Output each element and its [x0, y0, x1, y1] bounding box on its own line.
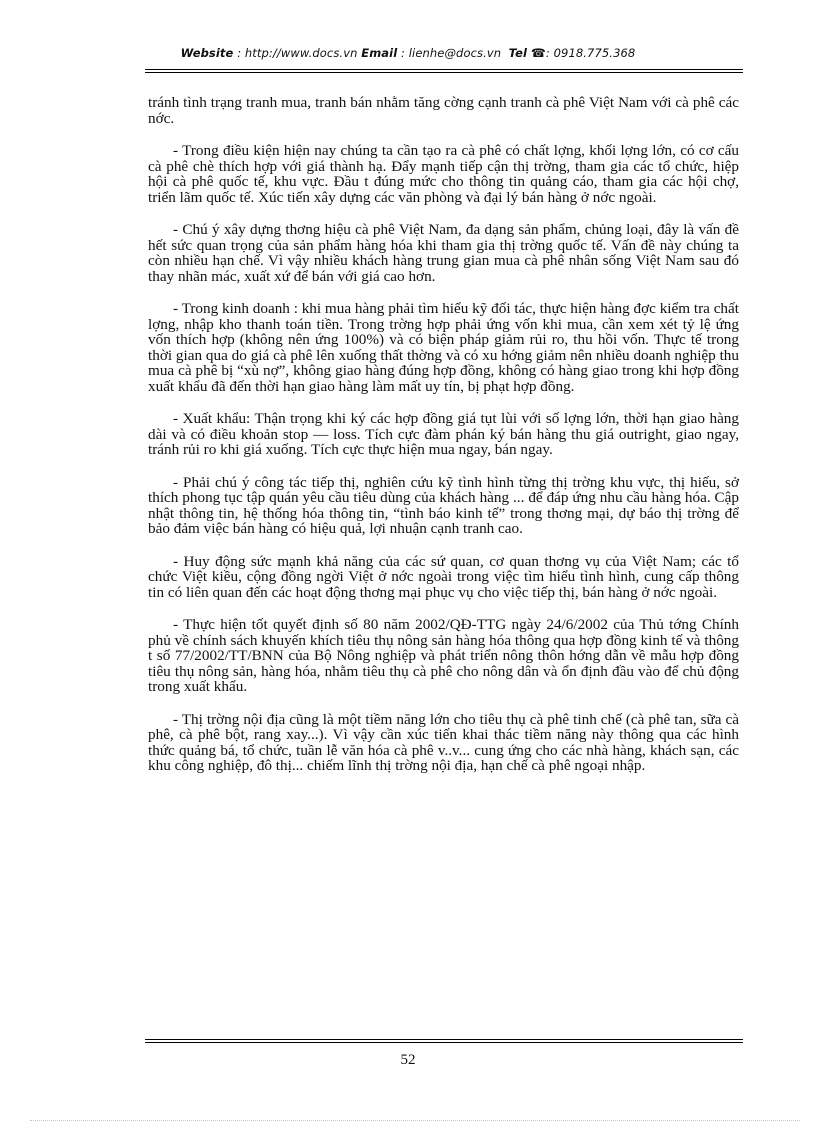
- paragraph: - Phải chú ý công tác tiếp thị, nghiên cứu kỹ tình hình từng thị trờng khu vực, thị hiếu, sở thích phong tục tập quán yêu cầu tiêu dùng của khách hàng ... để đáp ứng nhu cầu hàng hóa. Cập nhật thông tin, hệ thống hóa thông tin, “tình báo kinh tế” trong thơng mại, dự báo thị trờng để bảo đảm việc bán hàng có hiệu quả, lợi nhuận cạnh tranh cao.: [148, 473, 739, 537]
- paragraph: - Huy động sức mạnh khả năng của các sứ quan, cơ quan thơng vụ của Việt Nam; các tổ chức Việt kiều, cộng đồng ngời Việt ở nớc ngoài trong việc tìm hiểu tình hình, cung cấp thông tin có liên quan đến các hoạt động thơng mại phục vụ cho việc tiếp thị, bán hàng ở nớc ngoài.: [148, 552, 739, 601]
- paragraph: - Trong điều kiện hiện nay chúng ta cần tạo ra cà phê có chất lợng, khối lợng lớn, có cơ cấu cà phê chè thích hợp với giá thành hạ. Đẩy mạnh tiếp cận thị trờng, tham gia các tổ chức, hiệp hội cà phê quốc tế, khu vực. Đầu t đúng mức cho thông tin quảng cáo, tham gia các hội chợ, triển lãm quốc tế. Xúc tiến xây dựng các văn phòng và đại lý bán hàng ở nớc ngoài.: [148, 142, 739, 206]
- page-edge-divider: [30, 1120, 800, 1121]
- paragraph: - Thị trờng nội địa cũng là một tiềm năng lớn cho tiêu thụ cà phê tinh chế (cà phê tan, sữa cà phê, cà phê bột, rang xay...). Vì vậy cần xúc tiến khai thác tiềm năng này thông qua các hình thức quảng bá, tổ chức, tuần lễ văn hóa cà phê v..v... cung ứng cho các nhà hàng, khách sạn, các khu công nghiệp, đô thị... chiếm lĩnh thị trờng nội địa, hạn chế cà phê ngoại nhập.: [148, 710, 739, 774]
- page-number: 52: [400, 1052, 416, 1068]
- tel-label: Tel: [508, 46, 528, 60]
- paragraph: - Thực hiện tốt quyết định số 80 năm 2002/QĐ-TTG ngày 24/6/2002 của Thủ tớng Chính phủ về chính sách khuyến khích tiêu thụ nông sản hàng hóa thông qua hợp đồng kinh tế và thông t số 77/2002/TT/BNN của Bộ Nông nghiệp và phát triển nông thôn hớng dẫn về mẫu hợp đồng tiêu thụ nông sản, hàng hóa, nhằm tiêu thụ cà phê cho nông dân và ổn định đầu vào để chủ động trong xuất khẩu.: [148, 616, 739, 695]
- document-body: [148, 95, 739, 791]
- paragraph: tránh tình trạng tranh mua, tranh bán nhằm tăng cờng cạnh tranh cà phê Việt Nam với cà phê các nớc.: [148, 94, 739, 127]
- page-header: [0, 46, 816, 60]
- footer-divider: [145, 1039, 743, 1043]
- website-url: : http://www.docs.vn: [237, 46, 358, 60]
- email-address: : lienhe@docs.vn: [401, 46, 502, 60]
- paragraph: - Trong kinh doanh : khi mua hàng phải tìm hiểu kỹ đối tác, thực hiện hàng đợc kiểm tra chất lợng, nhập kho thanh toán tiền. Trong trờng hợp phải ứng vốn khi mua, cần xem xét tỷ lệ ứng vốn thích hợp (không nên ứng 100%) và có biện pháp giảm rủi ro, thu hồi vốn. Thực tế trong thời gian qua do giá cà phê lên xuống thất thờng và có xu hớng giảm nên nhiều doanh nghiệp thu mua cà phê bị “xù nợ”, không giao hàng đúng hợp đồng, không có hàng giao trong khi hợp đồng xuất khẩu đã đến thời hạn giao hàng làm mất uy tín, bị phạt hợp đồng.: [148, 300, 739, 395]
- telephone-icon: ☎: [530, 46, 546, 60]
- paragraph: - Chú ý xây dựng thơng hiệu cà phê Việt Nam, đa dạng sản phẩm, chủng loại, đây là vấn đề hết sức quan trọng của sản phẩm hàng hóa khi tham gia thị trờng quốc tế. Vấn đề này chúng ta còn nhiều hạn chế. Vì vậy nhiều khách hàng trung gian mua cà phê nhân sống Việt Nam sau đó thay nhãn mác, xuất xứ để bán với giá cao hơn.: [148, 221, 739, 285]
- paragraph: - Xuất khẩu: Thận trọng khi ký các hợp đồng giá tụt lùi với số lợng lớn, thời hạn giao hàng dài và có điều khoản stop — loss. Tích cực đàm phán ký bán hàng thu giá outright, giao ngay, tránh rủi ro khi giá xuống. Tích cực thực hiện mua ngay, bán ngay.: [148, 410, 739, 458]
- website-label: Website: [180, 46, 234, 60]
- header-divider: [145, 69, 743, 73]
- tel-number: : 0918.775.368: [545, 46, 636, 60]
- email-label: Email: [361, 46, 398, 60]
